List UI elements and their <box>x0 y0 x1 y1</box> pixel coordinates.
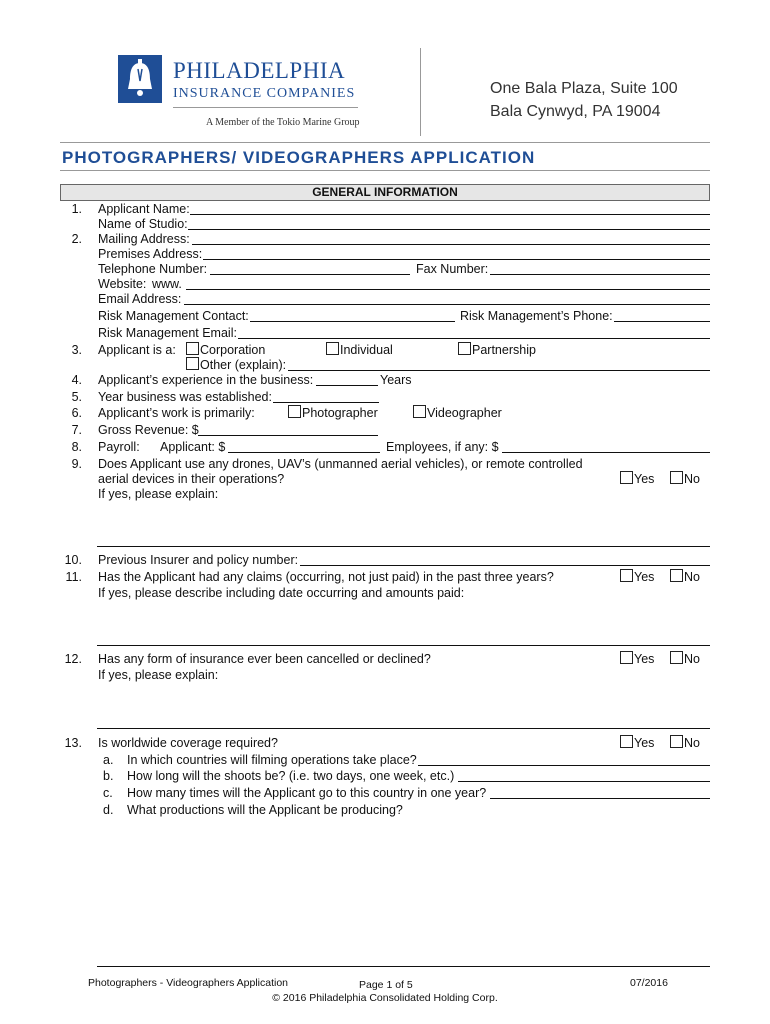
website-prefix: www. <box>152 277 182 291</box>
q10-label: Previous Insurer and policy number: <box>98 553 299 567</box>
q13c-field[interactable] <box>490 798 710 799</box>
other-checkbox[interactable] <box>186 357 199 370</box>
q13-no-checkbox[interactable] <box>670 735 683 748</box>
liberty-bell-icon <box>118 55 162 103</box>
q11-yes-label: Yes <box>634 570 655 584</box>
individual-label: Individual <box>340 343 393 357</box>
mailing-address-field[interactable] <box>192 244 710 245</box>
q11-explain-field[interactable] <box>97 645 710 646</box>
q9-explain-field[interactable] <box>97 546 710 547</box>
gross-revenue-field[interactable] <box>198 435 378 436</box>
q8-number: 8. <box>71 440 82 454</box>
address-line2: Bala Cynwyd, PA 19004 <box>490 103 661 120</box>
logo <box>118 55 363 135</box>
q13-yes-checkbox[interactable] <box>620 735 633 748</box>
q13a-label: In which countries will filming operations take place? <box>127 753 417 767</box>
title-rule-top <box>60 142 710 143</box>
other-explain-field[interactable] <box>288 370 710 371</box>
q9-no-checkbox[interactable] <box>670 471 683 484</box>
q1-number: 1. <box>71 202 82 216</box>
website-label: Website: <box>98 277 147 291</box>
q9-yes-label: Yes <box>634 472 655 486</box>
q13-number: 13. <box>64 736 82 750</box>
payroll-employees-label: Employees, if any: $ <box>386 440 499 454</box>
q13a-field[interactable] <box>418 765 710 766</box>
q13d-letter: d. <box>103 803 114 817</box>
q4-suffix: Years <box>380 373 412 387</box>
footer-copyright: © 2016 Philadelphia Consolidated Holding Corp. <box>272 992 498 1004</box>
q11-number: 11. <box>65 570 82 584</box>
studio-name-label: Name of Studio: <box>98 217 188 231</box>
q12-explain-field[interactable] <box>97 728 710 729</box>
q12-explain: If yes, please explain: <box>98 668 219 682</box>
q13-label: Is worldwide coverage required? <box>98 736 278 750</box>
risk-contact-label: Risk Management Contact: <box>98 309 249 323</box>
q9-explain: If yes, please explain: <box>98 487 219 501</box>
website-field[interactable] <box>186 289 710 290</box>
q11-label: Has the Applicant had any claims (occurring, not just paid) in the past three years? <box>98 570 554 584</box>
payroll-applicant-field[interactable] <box>228 452 380 453</box>
logo-sub: INSURANCE COMPANIES <box>173 86 356 101</box>
risk-email-field[interactable] <box>238 338 710 339</box>
q6-number: 6. <box>71 406 82 420</box>
q3-number: 3. <box>71 343 82 357</box>
studio-name-field[interactable] <box>188 229 710 230</box>
q13c-letter: c. <box>103 786 113 800</box>
experience-years-field[interactable] <box>316 385 378 386</box>
q12-label: Has any form of insurance ever been cancelled or declined? <box>98 652 431 666</box>
q8-label: Payroll: <box>98 440 140 454</box>
q13b-label: How long will the shoots be? (i.e. two days, one week, etc.) <box>127 769 455 783</box>
footer-date: 07/2016 <box>630 977 668 989</box>
q13-yes-label: Yes <box>634 736 655 750</box>
logo-divider <box>173 107 358 108</box>
email-field[interactable] <box>184 304 710 305</box>
premises-address-label: Premises Address: <box>98 247 203 261</box>
footer-page: Page 1 of 5 <box>359 979 413 991</box>
q11-no-checkbox[interactable] <box>670 569 683 582</box>
q3-label: Applicant is a: <box>98 343 176 357</box>
footer-rule <box>97 966 710 967</box>
photographer-checkbox[interactable] <box>288 405 301 418</box>
q7-label: Gross Revenue: $ <box>98 423 199 437</box>
payroll-applicant-label: Applicant: $ <box>160 440 226 454</box>
q10-number: 10. <box>64 553 82 567</box>
section-header <box>60 184 710 201</box>
header-divider <box>420 48 421 136</box>
q7-number: 7. <box>71 423 82 437</box>
premises-address-field[interactable] <box>203 259 710 260</box>
q13b-field[interactable] <box>458 781 710 782</box>
fax-field[interactable] <box>490 274 710 275</box>
individual-checkbox[interactable] <box>326 342 339 355</box>
q9-line1: Does Applicant use any drones, UAV’s (unmanned aerial vehicles), or remote controlled <box>98 457 583 471</box>
q11-no-label: No <box>684 570 700 584</box>
q9-no-label: No <box>684 472 700 486</box>
partnership-checkbox[interactable] <box>458 342 471 355</box>
section-title: GENERAL INFORMATION <box>312 185 458 199</box>
previous-insurer-field[interactable] <box>300 565 710 566</box>
risk-phone-label: Risk Management’s Phone: <box>460 309 613 323</box>
q11-yes-checkbox[interactable] <box>620 569 633 582</box>
photographer-label: Photographer <box>302 406 378 420</box>
q4-label: Applicant’s experience in the business: <box>98 373 314 387</box>
corporation-checkbox[interactable] <box>186 342 199 355</box>
risk-phone-field[interactable] <box>614 321 710 322</box>
form-title: PHOTOGRAPHERS/ VIDEOGRAPHERS APPLICATION <box>62 148 536 167</box>
risk-contact-field[interactable] <box>250 321 455 322</box>
q12-no-checkbox[interactable] <box>670 651 683 664</box>
videographer-checkbox[interactable] <box>413 405 426 418</box>
logo-tagline: A Member of the Tokio Marine Group <box>206 117 360 128</box>
q13-no-label: No <box>684 736 700 750</box>
year-established-field[interactable] <box>273 402 379 403</box>
q9-line2: aerial devices in their operations? <box>98 472 285 486</box>
corporation-label: Corporation <box>200 343 266 357</box>
title-rule-bottom <box>60 170 710 171</box>
q5-number: 5. <box>71 390 82 404</box>
payroll-employees-field[interactable] <box>502 452 710 453</box>
email-label: Email Address: <box>98 292 182 306</box>
other-label: Other (explain): <box>200 358 287 372</box>
partnership-label: Partnership <box>472 343 536 357</box>
risk-email-label: Risk Management Email: <box>98 326 237 340</box>
q5-label: Year business was established: <box>98 390 272 404</box>
q12-number: 12. <box>64 652 82 666</box>
q13a-letter: a. <box>103 753 114 767</box>
q12-yes-checkbox[interactable] <box>620 651 633 664</box>
address-line1: One Bala Plaza, Suite 100 <box>490 80 678 97</box>
q11-explain: If yes, please describe including date occurring and amounts paid: <box>98 586 465 600</box>
q2-number: 2. <box>71 232 82 246</box>
q13b-letter: b. <box>103 769 114 783</box>
telephone-field[interactable] <box>210 274 410 275</box>
applicant-name-label: Applicant Name: <box>98 202 190 216</box>
applicant-name-field[interactable] <box>190 214 710 215</box>
q12-yes-label: Yes <box>634 652 655 666</box>
q4-number: 4. <box>71 373 82 387</box>
footer-form-name: Photographers - Videographers Application <box>88 977 289 989</box>
q13c-label: How many times will the Applicant go to this country in one year? <box>127 786 487 800</box>
videographer-label: Videographer <box>427 406 502 420</box>
q6-label: Applicant’s work is primarily: <box>98 406 255 420</box>
fax-label: Fax Number: <box>416 262 489 276</box>
logo-name: PHILADELPHIA <box>173 58 346 83</box>
telephone-label: Telephone Number: <box>98 262 208 276</box>
mailing-address-label: Mailing Address: <box>98 232 190 246</box>
q9-yes-checkbox[interactable] <box>620 471 633 484</box>
q13d-label: What productions will the Applicant be producing? <box>127 803 403 817</box>
q9-number: 9. <box>71 457 82 471</box>
q12-no-label: No <box>684 652 700 666</box>
